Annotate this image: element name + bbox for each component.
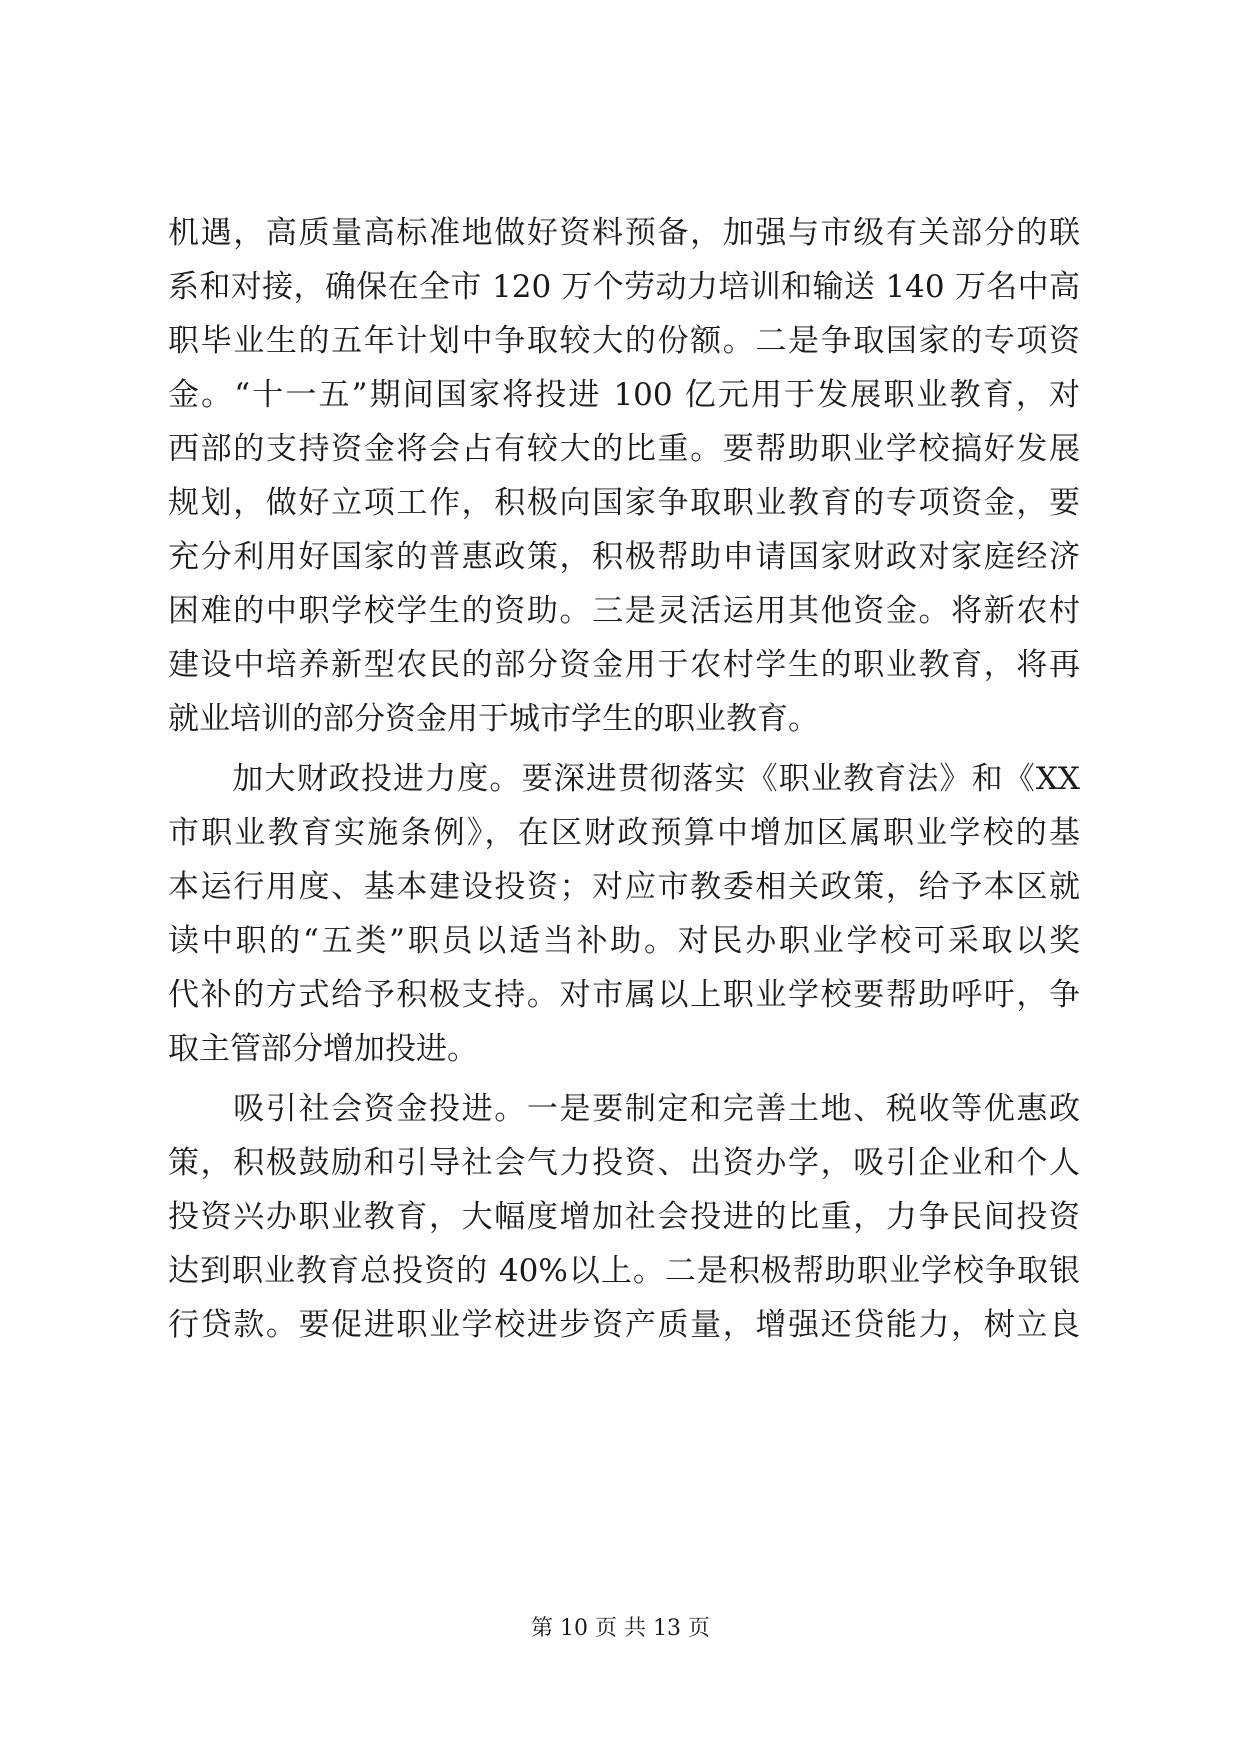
text-line: 西部的支持资金将会占有较大的比重。要帮助职业学校搞好发展: [168, 431, 1080, 467]
text-line: 充分利用好国家的普惠政策，积极帮助申请国家财政对家庭经济: [168, 539, 1080, 575]
text-line: 取主管部分增加投进。: [168, 1031, 478, 1067]
text-line: 机遇，高质量高标准地做好资料预备，加强与市级有关部分的联: [168, 215, 1080, 251]
text-line: 代补的方式给予积极支持。对市属以上职业学校要帮助呼吁，争: [168, 977, 1080, 1013]
text-line: 加大财政投进力度。要深进贯彻落实《职业教育法》和《XX: [168, 761, 1080, 797]
text-line: 本运行用度、基本建设投资；对应市教委相关政策，给予本区就: [168, 869, 1080, 905]
text-line: 职毕业生的五年计划中争取较大的份额。二是争取国家的专项资: [168, 323, 1080, 359]
text-line: 就业培训的部分资金用于城市学生的职业教育。: [168, 701, 819, 737]
text-line: 市职业教育实施条例》，在区财政预算中增加区属职业学校的基: [168, 815, 1080, 851]
text-line: 困难的中职学校学生的资助。三是灵活运用其他资金。将新农村: [168, 593, 1080, 629]
text-line: 投资兴办职业教育，大幅度增加社会投进的比重，力争民间投资: [168, 1199, 1080, 1235]
text-line: 读中职的“五类”职员以适当补助。对民办职业学校可采取以奖: [168, 923, 1080, 959]
text-line: 系和对接，确保在全市 120 万个劳动力培训和输送 140 万名中高: [168, 269, 1080, 305]
text-line: 吸引社会资金投进。一是要制定和完善土地、税收等优惠政: [168, 1091, 1080, 1127]
text-line: 建设中培养新型农民的部分资金用于农村学生的职业教育，将再: [168, 647, 1080, 683]
text-line: 行贷款。要促进职业学校进步资产质量，增强还贷能力，树立良: [168, 1307, 1080, 1343]
text-line: 策，积极鼓励和引导社会气力投资、出资办学，吸引企业和个人: [168, 1145, 1080, 1181]
page-number: 第 10 页 共 13 页: [531, 1616, 710, 1641]
text-line: 金。“十一五”期间国家将投进 100 亿元用于发展职业教育，对: [168, 377, 1080, 413]
text-line: 达到职业教育总投资的 40%以上。二是积极帮助职业学校争取银: [168, 1253, 1080, 1289]
text-line: 规划，做好立项工作，积极向国家争取职业教育的专项资金，要: [168, 485, 1080, 521]
